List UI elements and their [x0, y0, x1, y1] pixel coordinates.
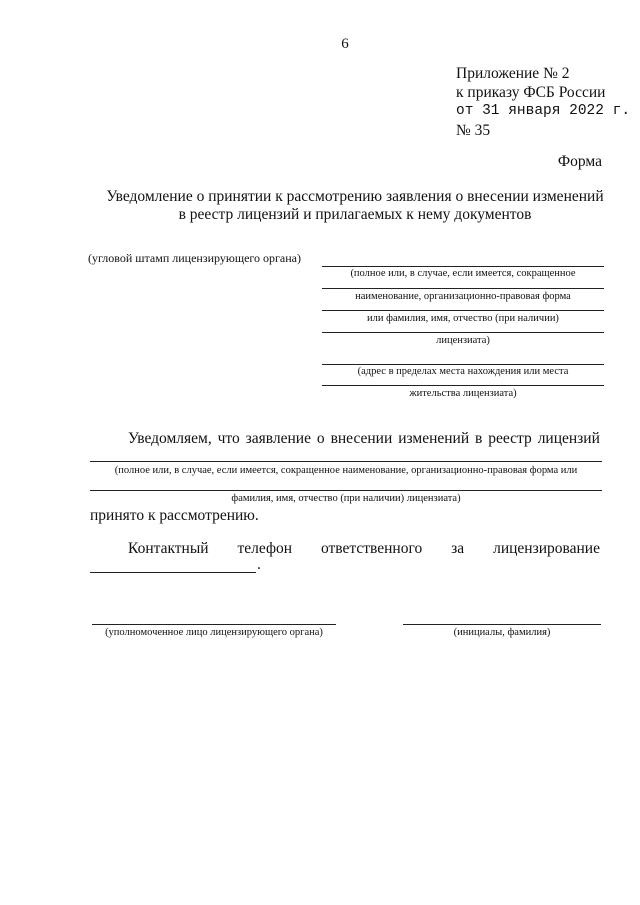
signatory-field-line[interactable]: [92, 624, 336, 625]
notify-word: о: [316, 430, 325, 447]
appendix-line-2: к приказу ФСБ России: [456, 84, 606, 101]
appendix-line-4: № 35: [456, 122, 491, 139]
addressee-caption-3: или фамилия, имя, отчество (при наличии): [367, 313, 559, 324]
licensee-name-field-line-1[interactable]: [90, 461, 602, 462]
page-number: 6: [341, 36, 349, 52]
notify-word: изменений: [398, 430, 470, 447]
notify-word: заявление: [245, 430, 311, 447]
addressee-caption-6: жительства лицензиата): [409, 388, 517, 399]
addressee-name-field-line-3[interactable]: [322, 310, 604, 311]
addressee-name-field-line-4[interactable]: [322, 332, 604, 333]
notify-word: лицензий: [537, 430, 600, 447]
stamp-label: (угловой штамп лицензирующего органа): [88, 251, 302, 265]
contact-sentence: [128, 540, 600, 558]
form-label: Форма: [557, 153, 602, 170]
notify-word: Уведомляем,: [128, 430, 212, 447]
appendix-line-1: Приложение № 2: [456, 65, 570, 82]
notify-sentence: [128, 430, 600, 448]
contact-word: за: [451, 540, 465, 557]
addressee-address-field-line-2[interactable]: [322, 385, 604, 386]
phone-field-line[interactable]: [90, 572, 256, 573]
initials-caption: (инициалы, фамилия): [453, 627, 551, 638]
accepted-text: принято к рассмотрению.: [90, 507, 259, 524]
contact-word: ответственного: [320, 540, 423, 557]
notify-word: в: [475, 430, 483, 447]
addressee-caption-2: наименование, организационно-правовая форма: [355, 291, 571, 302]
addressee-name-field-line-1[interactable]: [322, 266, 604, 267]
contact-word: Контактный: [128, 540, 209, 557]
phone-period: .: [257, 556, 261, 573]
addressee-name-field-line-2[interactable]: [322, 288, 604, 289]
contact-word: телефон: [237, 540, 293, 557]
appendix-line-3: от 31 января 2022 г.: [456, 103, 631, 119]
document-title-line-2: в реестр лицензий и прилагаемых к нему документов: [178, 206, 532, 223]
addressee-caption-5: (адрес в пределах места нахождения или места: [357, 366, 569, 377]
notify-word: что: [217, 430, 240, 447]
signatory-caption: (уполномоченное лицо лицензирующего органа): [105, 627, 323, 638]
initials-field-line[interactable]: [403, 624, 601, 625]
notify-word: внесении: [330, 430, 393, 447]
addressee-caption-4: лицензиата): [436, 335, 490, 346]
notify-word: реестр: [488, 430, 532, 447]
licensee-name-field-line-2[interactable]: [90, 490, 602, 491]
addressee-caption-1: (полное или, в случае, если имеется, сокращенное: [350, 268, 576, 279]
contact-word: лицензирование: [493, 540, 600, 557]
addressee-address-field-line-1[interactable]: [322, 364, 604, 365]
licensee-caption-2: фамилия, имя, отчество (при наличии) лицензиата): [231, 493, 461, 504]
licensee-caption-1: (полное или, в случае, если имеется, сокращенное наименование, организационно-правовая форма или: [114, 465, 578, 476]
document-title-line-1: Уведомление о принятии к рассмотрению заявления о внесении изменений: [106, 188, 604, 205]
